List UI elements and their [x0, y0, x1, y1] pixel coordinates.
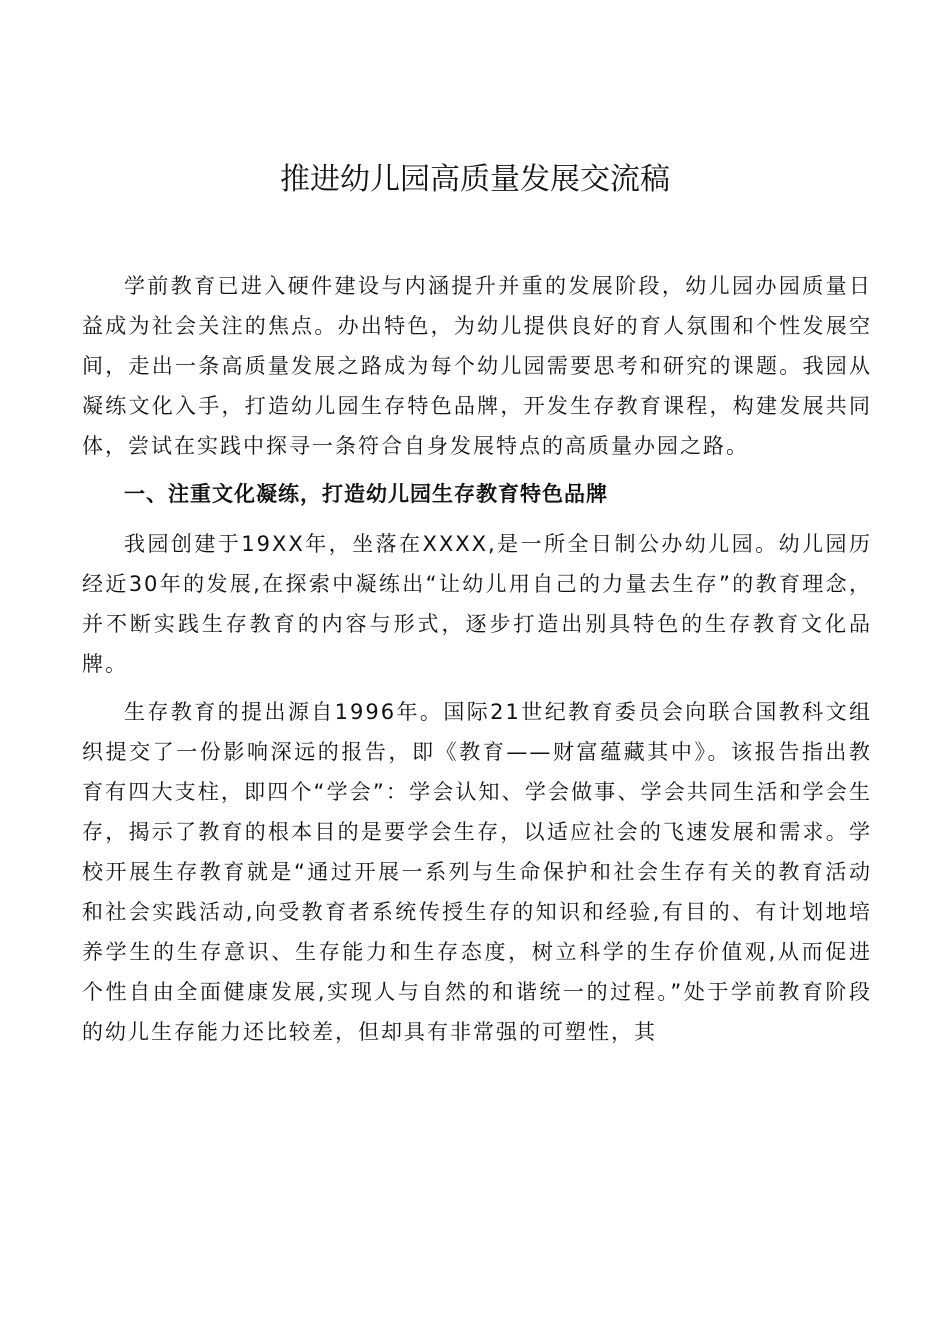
- section-paragraph-2: 生存教育的提出源自1996年。国际21世纪教育委员会向联合国教科文组织提交了一份影响深远的报告，即《教育——财富蕴藏其中》。该报告指出教育有四大支柱，即四个“学会”：学会认知、学会做事、学会共同生活和学会生存，揭示了教育的根本目的是要学会生存，以适应社会的飞速发展和需求。学校开展生存教育就是“通过开展一系列与生命保护和社会生存有关的教育活动和社会实践活动,向受教育者系统传授生存的知识和经验,有目的、有计划地培养学生的生存意识、生存能力和生存态度，树立科学的生存价值观,从而促进个性自由全面健康发展,实现人与自然的和谐统一的过程。”处于学前教育阶段的幼儿生存能力还比较差，但却具有非常强的可塑性，其: [82, 700, 872, 1044]
- document-body: [82, 266, 872, 1052]
- section-heading: 一、注重文化凝练，打造幼儿园生存教育特色品牌: [124, 482, 608, 506]
- intro-paragraph: 学前教育已进入硬件建设与内涵提升并重的发展阶段，幼儿园办园质量日益成为社会关注的焦点。办出特色，为幼儿提供良好的育人氛围和个性发展空间，走出一条高质量发展之路成为每个幼儿园需要思考和研究的课题。我园从凝练文化入手，打造幼儿园生存特色品牌，开发生存教育课程，构建发展共同体，尝试在实践中探寻一条符合自身发展特点的高质量办园之路。: [82, 274, 872, 458]
- section-paragraph-1: 我园创建于19XX年，坐落在XXXX,是一所全日制公办幼儿园。幼儿园历经近30年的发展,在探索中凝练出“让幼儿用自己的力量去生存”的教育理念，并不断实践生存教育的内容与形式，逐步打造出别具特色的生存教育文化品牌。: [82, 532, 872, 676]
- document-title: 推进幼儿园高质量发展交流稿: [280, 162, 670, 197]
